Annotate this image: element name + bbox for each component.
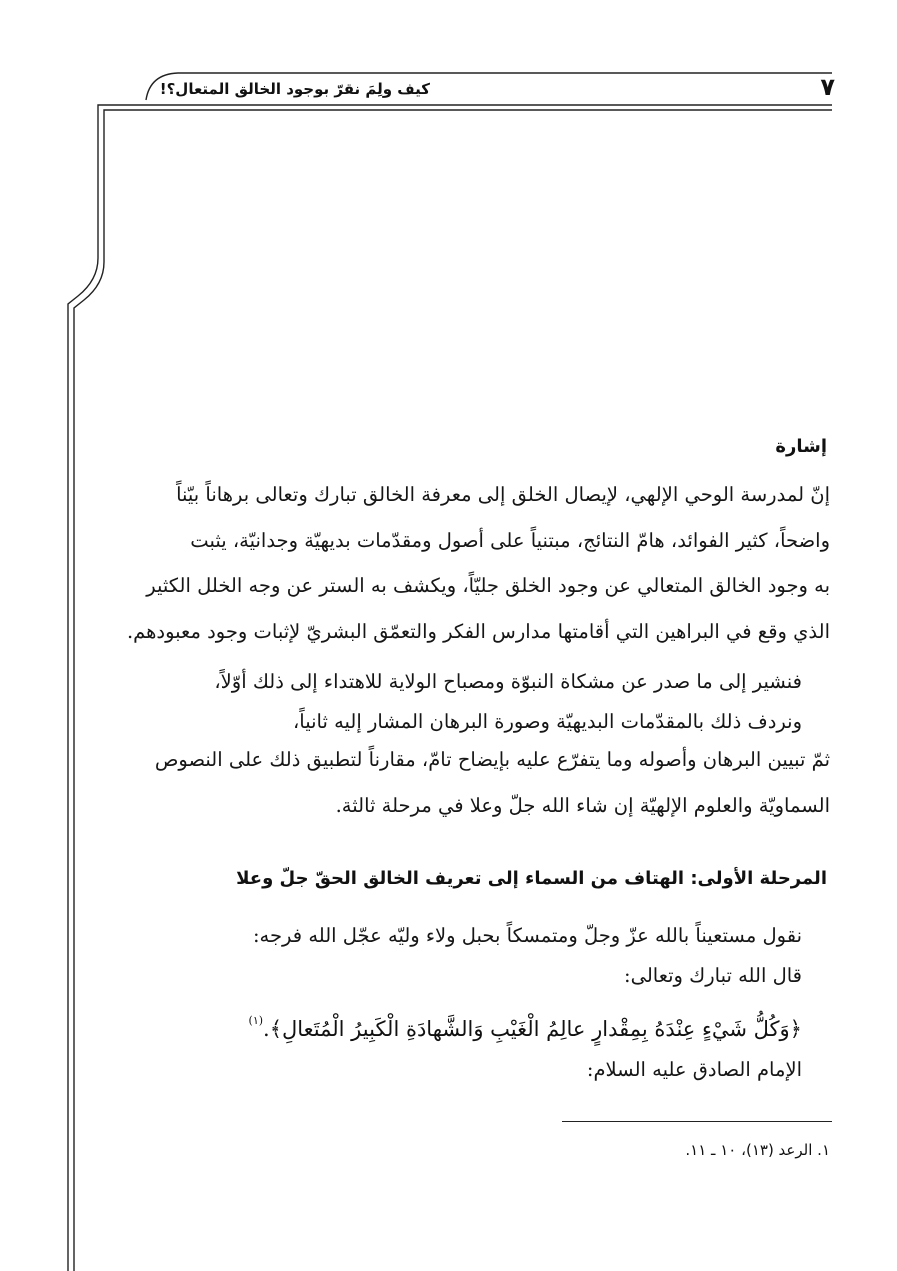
intro-line: به وجود الخالق المتعالي عن وجود الخلق جليّاً، ويكشف به الستر عن وجه الخلل الكثير (146, 574, 830, 597)
imam-attribution-line: الإمام الصادق عليه السلام: (586, 1058, 802, 1081)
quranic-verse (249, 1010, 802, 1044)
intro-line: واضحاً، كثير الفوائد، هامّ النتائج، مبتنياً على أصول ومقدّمات بديهيّة وجدانيّة، يثبت (190, 528, 830, 552)
plan-line-second: ونردف ذلك بالمقدّمات البديهيّة وصورة البرهان المشار إليه ثانياً، (292, 710, 802, 733)
intro-line: الذي وقع في البراهين التي أقامتها مدارس الفكر والتعمّق البشريّ لإثبات وجود معبودهم. (126, 619, 830, 643)
quote-intro-line: قال الله تبارك وتعالى: (624, 964, 802, 987)
third-paragraph (130, 737, 830, 828)
footnote-separator (562, 1121, 832, 1122)
third-paragraph-line: السماويّة والعلوم الإلهيّة إن شاء الله جلّ وعلا في مرحلة ثالثة. (335, 793, 830, 817)
verse-footnote-marker[interactable]: (١) (248, 1014, 264, 1027)
section-title: إشارة (775, 436, 827, 457)
footnote-text: ١. الرعد (١٣)، ١٠ ـ ١١. (685, 1141, 830, 1159)
intro-paragraph (126, 472, 830, 654)
running-header-title: كيف ولِمَ نقرّ بوجود الخالق المتعال؟! (159, 80, 430, 98)
verse-text: ﴿وَكُلُّ شَيْءٍ عِنْدَهُ بِمِقْدارٍ عالِمُ الْغَيْبِ وَالشَّهادَةِ الْكَبِيرُ الْمُتَعالِ﴾. (263, 1017, 802, 1041)
invocation-line: نقول مستعيناً بالله عزّ وجلّ ومتمسكاً بحبل ولاء وليّه عجّل الله فرجه: (252, 924, 802, 947)
plan-line-first: فنشير إلى ما صدر عن مشكاة النبوّة ومصباح الولاية للاهتداء إلى ذلك أوّلاً، (214, 670, 802, 693)
stage-heading: المرحلة الأولى: الهتاف من السماء إلى تعريف الخالق الحقّ جلّ وعلا (236, 868, 827, 889)
third-paragraph-line: ثمّ تبيين البرهان وأصوله وما يتفرّع عليه بإيضاح تامّ، مقارناً لتطبيق ذلك على النصوص (154, 748, 830, 771)
page-number: ٧ (820, 73, 835, 101)
intro-line: إنّ لمدرسة الوحي الإلهي، لإيصال الخلق إلى معرفة الخالق تبارك وتعالى برهاناً بيّناً (176, 483, 830, 506)
